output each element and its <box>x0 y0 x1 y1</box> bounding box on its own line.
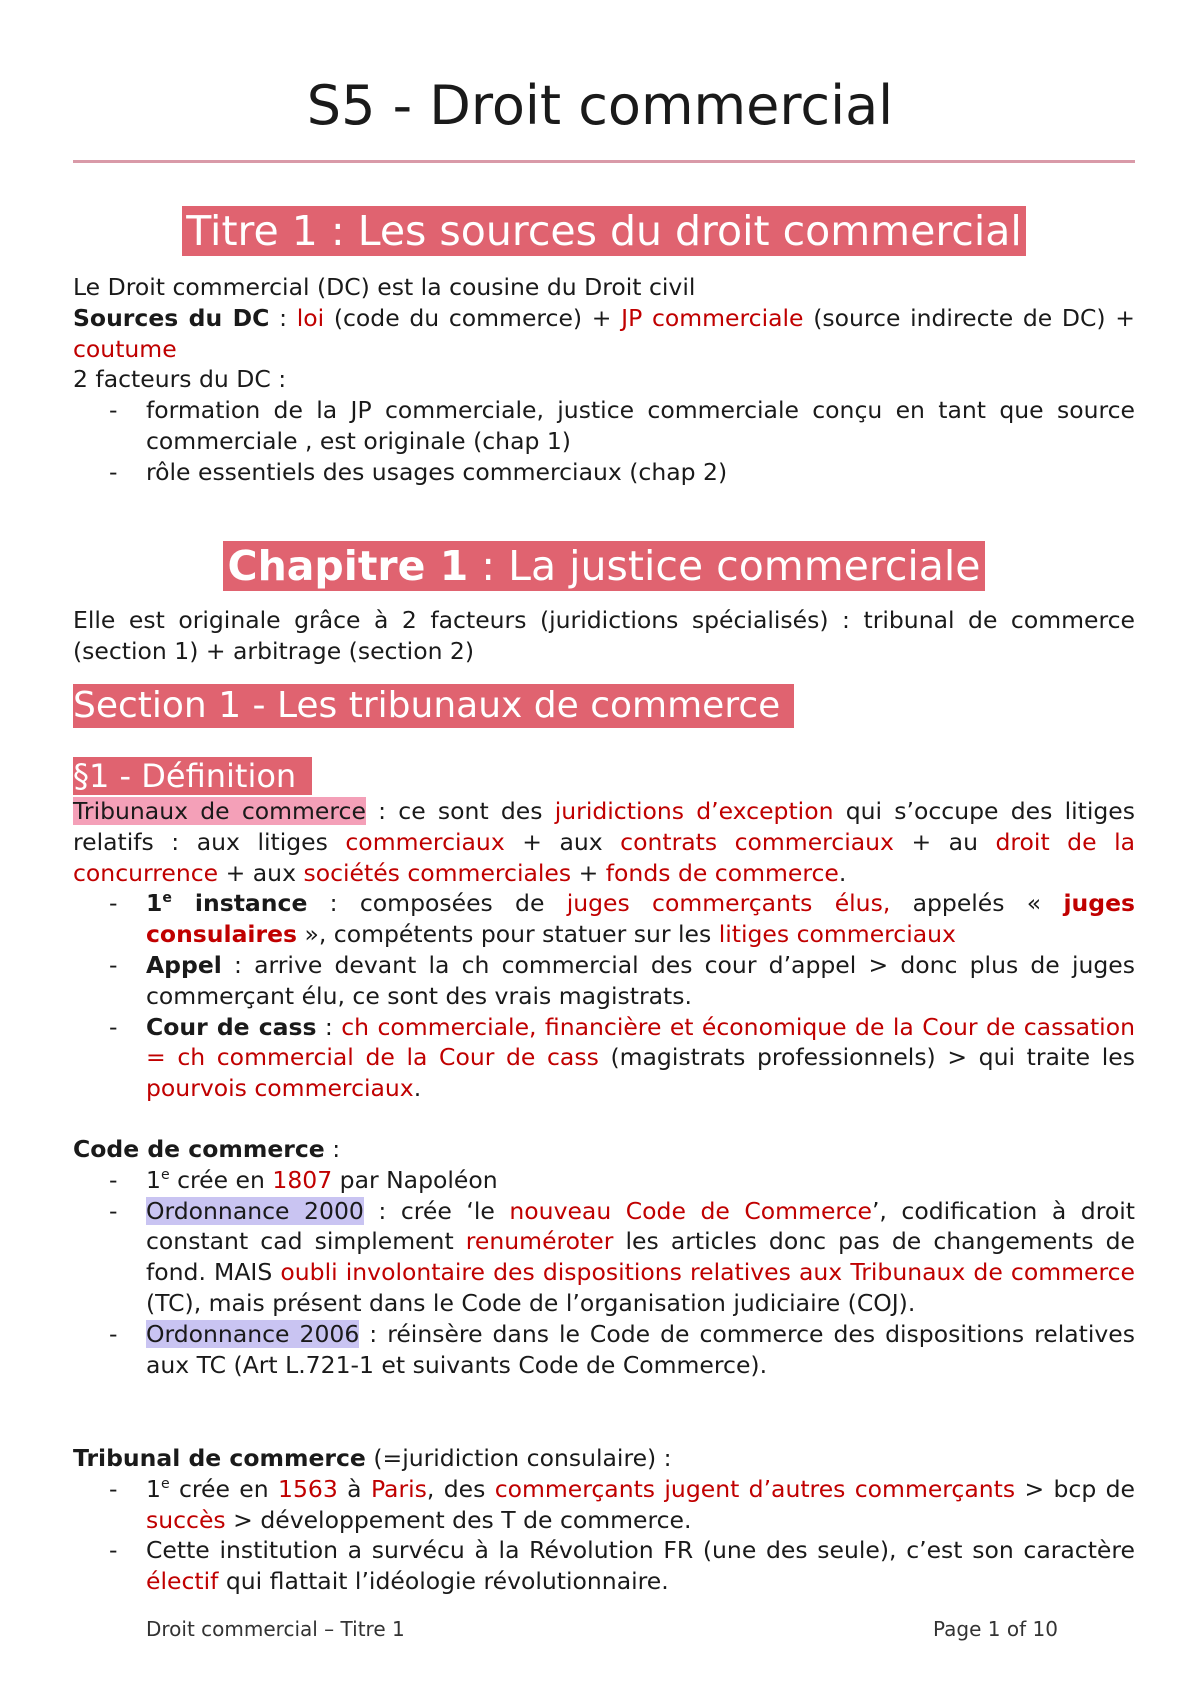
def-text: + <box>571 858 606 887</box>
cass-highlight: pourvois commerciaux <box>146 1074 414 1103</box>
def-highlight: juridictions d’exception <box>554 797 834 825</box>
instance-num: 1 <box>146 889 163 918</box>
list-item: - formation de la JP commerciale, justice commerciale conçu en tant que source commerciale , est originale (chap 1) <box>73 395 1135 457</box>
code-highlight: nouveau Code de Commerce <box>509 1196 872 1225</box>
list-item-ordonnance-2006 <box>73 1319 1135 1381</box>
sources-sep: : <box>269 303 297 332</box>
chapitre1-heading-text: : La justice commerciale <box>468 542 981 590</box>
list-item: - rôle essentiels des usages commerciaux (chap 2) <box>73 457 1135 488</box>
facteurs-intro: 2 facteurs du DC : <box>73 365 287 394</box>
titre1-body <box>73 272 1135 488</box>
instance-text: », compétents pour statuer sur les <box>297 920 719 949</box>
section1-heading-block <box>73 684 794 728</box>
instance-sup: e <box>162 890 172 907</box>
tribunal-sup: e <box>160 1475 170 1492</box>
def-text: + au <box>893 827 996 856</box>
list-item-1807 <box>73 1165 1135 1196</box>
def-text: + aux <box>218 858 304 887</box>
instance-highlight: juges commerçants élus, <box>566 889 891 918</box>
definition-paragraph <box>73 796 1135 888</box>
cass-text: (magistrats professionnels) > qui traite les <box>598 1043 1135 1072</box>
tribunal-text: > développement des T de commerce. <box>225 1505 692 1534</box>
code-sup: e <box>160 1166 170 1183</box>
list-item-appel <box>73 950 1135 1012</box>
cass-highlight: ch commerciale, financière et économique de la Cour de cassation = ch commercial de la Cour de cass <box>146 1012 1135 1072</box>
instance-label <box>146 889 307 917</box>
tribunal-city: Paris <box>370 1474 427 1503</box>
def-text: + aux <box>504 827 621 856</box>
chapitre1-heading-number: Chapitre 1 <box>227 542 469 590</box>
sources-jp: JP commerciale <box>621 303 804 332</box>
titre1-intro: Le Droit commercial (DC) est la cousine du Droit civil <box>73 273 696 301</box>
code-heading <box>73 1134 1135 1165</box>
code-year: 1807 <box>272 1165 333 1194</box>
code-section <box>73 1134 1135 1380</box>
instance-text: appelés « <box>890 889 1064 918</box>
tribunal-highlight: commerçants jugent d’autres commerçants <box>494 1474 1016 1503</box>
tribunal-heading-rest: (=juridiction consulaire) : <box>365 1444 672 1472</box>
chapitre1-heading-block <box>73 541 1135 591</box>
sources-coutume: coutume <box>73 334 177 363</box>
code-text: : crée ‘le <box>363 1196 510 1225</box>
tribunal-year: 1563 <box>278 1474 338 1503</box>
def-highlight: sociétés commerciales <box>303 858 572 887</box>
ordonnance-2006-label: Ordonnance 2006 <box>146 1319 360 1348</box>
sources-text-1: (code du commerce) + <box>324 303 622 332</box>
list-item-revolution <box>73 1535 1135 1597</box>
instance-highlight-bold: juges consulaires <box>146 889 1136 949</box>
def-highlight: contrats commerciaux <box>620 827 894 856</box>
appel-label: Appel <box>146 950 222 979</box>
tribunal-section <box>73 1443 1135 1597</box>
cass-text: . <box>413 1074 422 1103</box>
section1-heading: Section 1 - Les tribunaux de commerce <box>73 684 794 728</box>
tribunal-num: 1 <box>146 1474 161 1503</box>
tribunal-highlight: succès <box>146 1505 226 1534</box>
sources-label: Sources du DC <box>73 303 270 332</box>
sources-text-2: (source indirecte de DC) + <box>803 303 1135 332</box>
instance-text: : composées de <box>307 889 567 918</box>
tribunal-text: > bcp de <box>1015 1474 1135 1503</box>
titre1-heading-block <box>73 206 1135 256</box>
footer-left: Droit commercial – Titre 1 <box>146 1617 405 1641</box>
def-highlight: fonds de commerce <box>605 858 839 887</box>
list-item-ordonnance-2000 <box>73 1196 1135 1319</box>
code-highlight: oubli involontaire des dispositions relatives aux Tribunaux de commerce <box>280 1258 1135 1287</box>
par1-heading-block <box>73 757 312 795</box>
document-title: S5 - Droit commercial <box>306 74 894 137</box>
chapitre1-intro: Elle est originale grâce à 2 facteurs (juridictions spécialisés) : tribunal de commerce (section 1) + arbitrage (section 2) <box>73 606 1135 665</box>
chapitre1-heading <box>223 541 984 591</box>
sources-loi: loi <box>296 303 325 332</box>
tribunal-text: à <box>337 1474 371 1503</box>
code-heading-sep: : <box>324 1135 341 1163</box>
list-item-premiere-instance <box>73 888 1135 950</box>
code-text: ’, codification à droit constant cad simplement <box>146 1196 1135 1256</box>
instance-highlight: litiges commerciaux <box>718 920 956 949</box>
tribunal-list <box>73 1474 1135 1597</box>
def-text: . <box>838 858 847 887</box>
tribunal-highlight: électif <box>146 1567 219 1596</box>
code-text: : réinsère dans le Code de commerce des dispositions relatives aux TC (Art L.721-1 et suivants Code de Commerce). <box>146 1319 1135 1379</box>
par1-body <box>73 796 1135 1104</box>
tribunal-text: Cette institution a survécu à la Révolution FR (une des seule), c’est son caractère <box>146 1536 1135 1565</box>
tribunal-text: qui flattait l’idéologie révolutionnaire. <box>218 1567 669 1596</box>
def-text: qui s’occupe des litiges relatifs : aux litiges <box>73 797 1135 856</box>
list-item-cour-de-cass <box>73 1012 1135 1104</box>
par1-list <box>73 888 1135 1104</box>
par1-heading: §1 - Définition <box>73 757 312 795</box>
titre1-sources <box>73 303 1135 365</box>
code-list <box>73 1165 1135 1381</box>
list-item-1563 <box>73 1474 1135 1536</box>
code-text: crée en <box>169 1165 273 1194</box>
def-text: : ce sont des <box>365 797 555 825</box>
facteurs-list <box>73 395 1135 487</box>
instance-word: instance <box>171 889 308 918</box>
title-divider <box>73 160 1135 163</box>
code-num: 1 <box>146 1165 161 1194</box>
code-heading-label: Code de commerce <box>73 1135 325 1163</box>
tribunal-heading <box>73 1443 1135 1474</box>
code-text: (TC), mais présent dans le Code de l’organisation judiciaire (COJ). <box>146 1288 916 1317</box>
definition-term: Tribunaux de commerce <box>73 797 366 825</box>
titre1-heading: Titre 1 : Les sources du droit commercial <box>182 206 1025 256</box>
def-highlight: droit de la concurrence <box>73 827 1135 887</box>
code-highlight: renuméroter <box>465 1227 614 1256</box>
cass-label: Cour de cass <box>146 1012 317 1041</box>
ordonnance-2000-label: Ordonnance 2000 <box>146 1196 364 1225</box>
appel-text: : arrive devant la ch commercial des cour d’appel > donc plus de juges commerçant élu, ce sont des vrais magistrats. <box>146 950 1135 1010</box>
cass-text: : <box>316 1012 342 1041</box>
def-highlight: commerciaux <box>345 827 505 856</box>
tribunal-heading-label: Tribunal de commerce <box>73 1444 366 1472</box>
tribunal-text: , des <box>426 1474 495 1503</box>
code-text: les articles donc pas de changements de fond. MAIS <box>146 1227 1135 1287</box>
footer-page-number: Page 1 of 10 <box>933 1617 1058 1641</box>
tribunal-text: crée en <box>169 1474 279 1503</box>
code-text: par Napoléon <box>332 1165 498 1194</box>
